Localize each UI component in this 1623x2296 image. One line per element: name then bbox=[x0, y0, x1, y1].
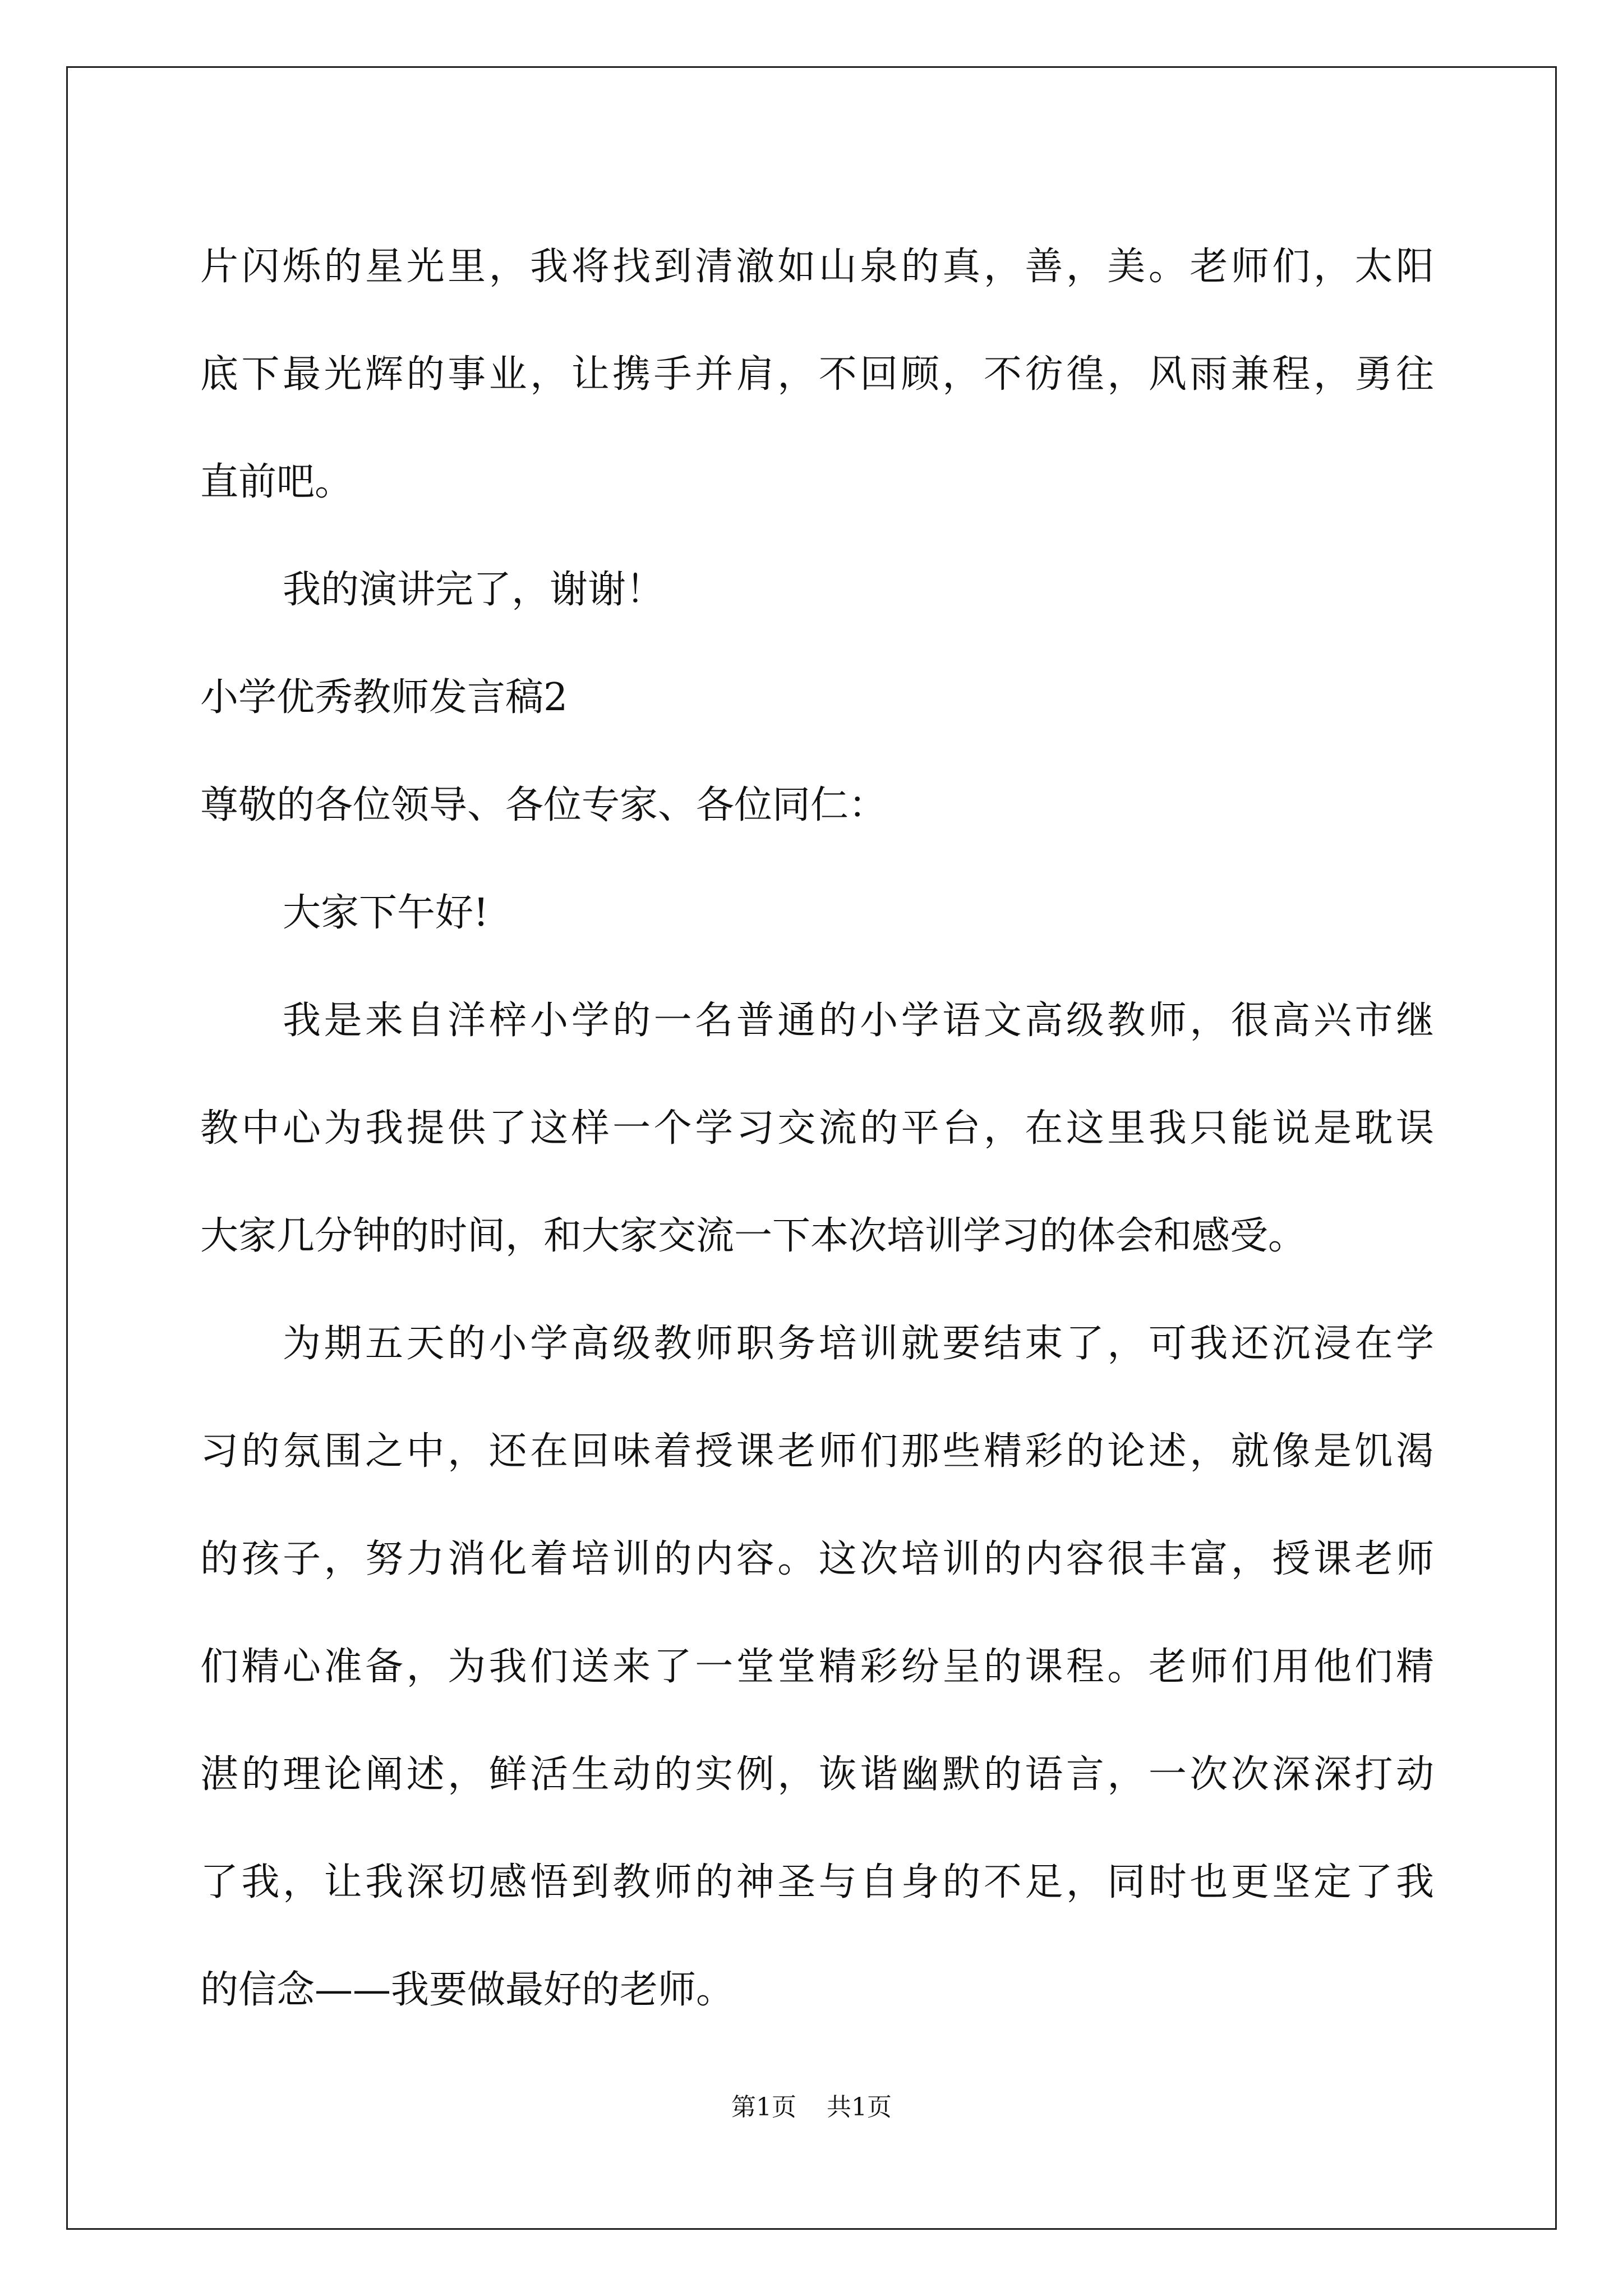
paragraph-line: 习的氛围之中，还在回味着授课老师们那些精彩的论述，就像是饥渴 bbox=[200, 1429, 1434, 1474]
paragraph-line: 直前吧。 bbox=[200, 460, 353, 504]
paragraph-line: 的信念——我要做最好的老师。 bbox=[200, 1968, 735, 2012]
salutation-line: 尊敬的各位领导、各位专家、各位同仁： bbox=[200, 783, 887, 827]
paragraph-line: 我是来自洋梓小学的一名普通的小学语文高级教师，很高兴市继 bbox=[283, 999, 1434, 1043]
paragraph-line: 教中心为我提供了这样一个学习交流的平台，在这里我只能说是耽误 bbox=[200, 1106, 1434, 1151]
paragraph-line: 们精心准备，为我们送来了一堂堂精彩纷呈的课程。老师们用他们精 bbox=[200, 1645, 1434, 1689]
paragraph-line: 湛的理论阐述，鲜活生动的实例，诙谐幽默的语言，一次次深深打动 bbox=[200, 1752, 1434, 1797]
paragraph-line: 底下最光辉的事业，让携手并肩，不回顾，不彷徨，风雨兼程，勇往 bbox=[200, 352, 1434, 397]
paragraph-line: 的孩子，努力消化着培训的内容。这次培训的内容很丰富，授课老师 bbox=[200, 1537, 1434, 1581]
paragraph-line: 为期五天的小学高级教师职务培训就要结束了，可我还沉浸在学 bbox=[283, 1322, 1434, 1366]
page-footer bbox=[0, 2087, 1623, 2123]
paragraph-line: 大家几分钟的时间，和大家交流一下本次培训学习的体会和感受。 bbox=[200, 1214, 1307, 1258]
paragraph-line: 片闪烁的星光里，我将找到清澈如山泉的真，善，美。老师们，太阳 bbox=[200, 245, 1434, 289]
page-number: 第1页 bbox=[731, 2093, 796, 2122]
paragraph-line: 了我，让我深切感悟到教师的神圣与自身的不足，同时也更坚定了我 bbox=[200, 1860, 1434, 1904]
greeting-line: 大家下午好! bbox=[283, 891, 489, 935]
page-total: 共1页 bbox=[827, 2093, 892, 2122]
document-body bbox=[200, 213, 1434, 2044]
section-heading: 小学优秀教师发言稿2 bbox=[200, 675, 568, 720]
paragraph-line: 我的演讲完了，谢谢！ bbox=[283, 568, 665, 612]
